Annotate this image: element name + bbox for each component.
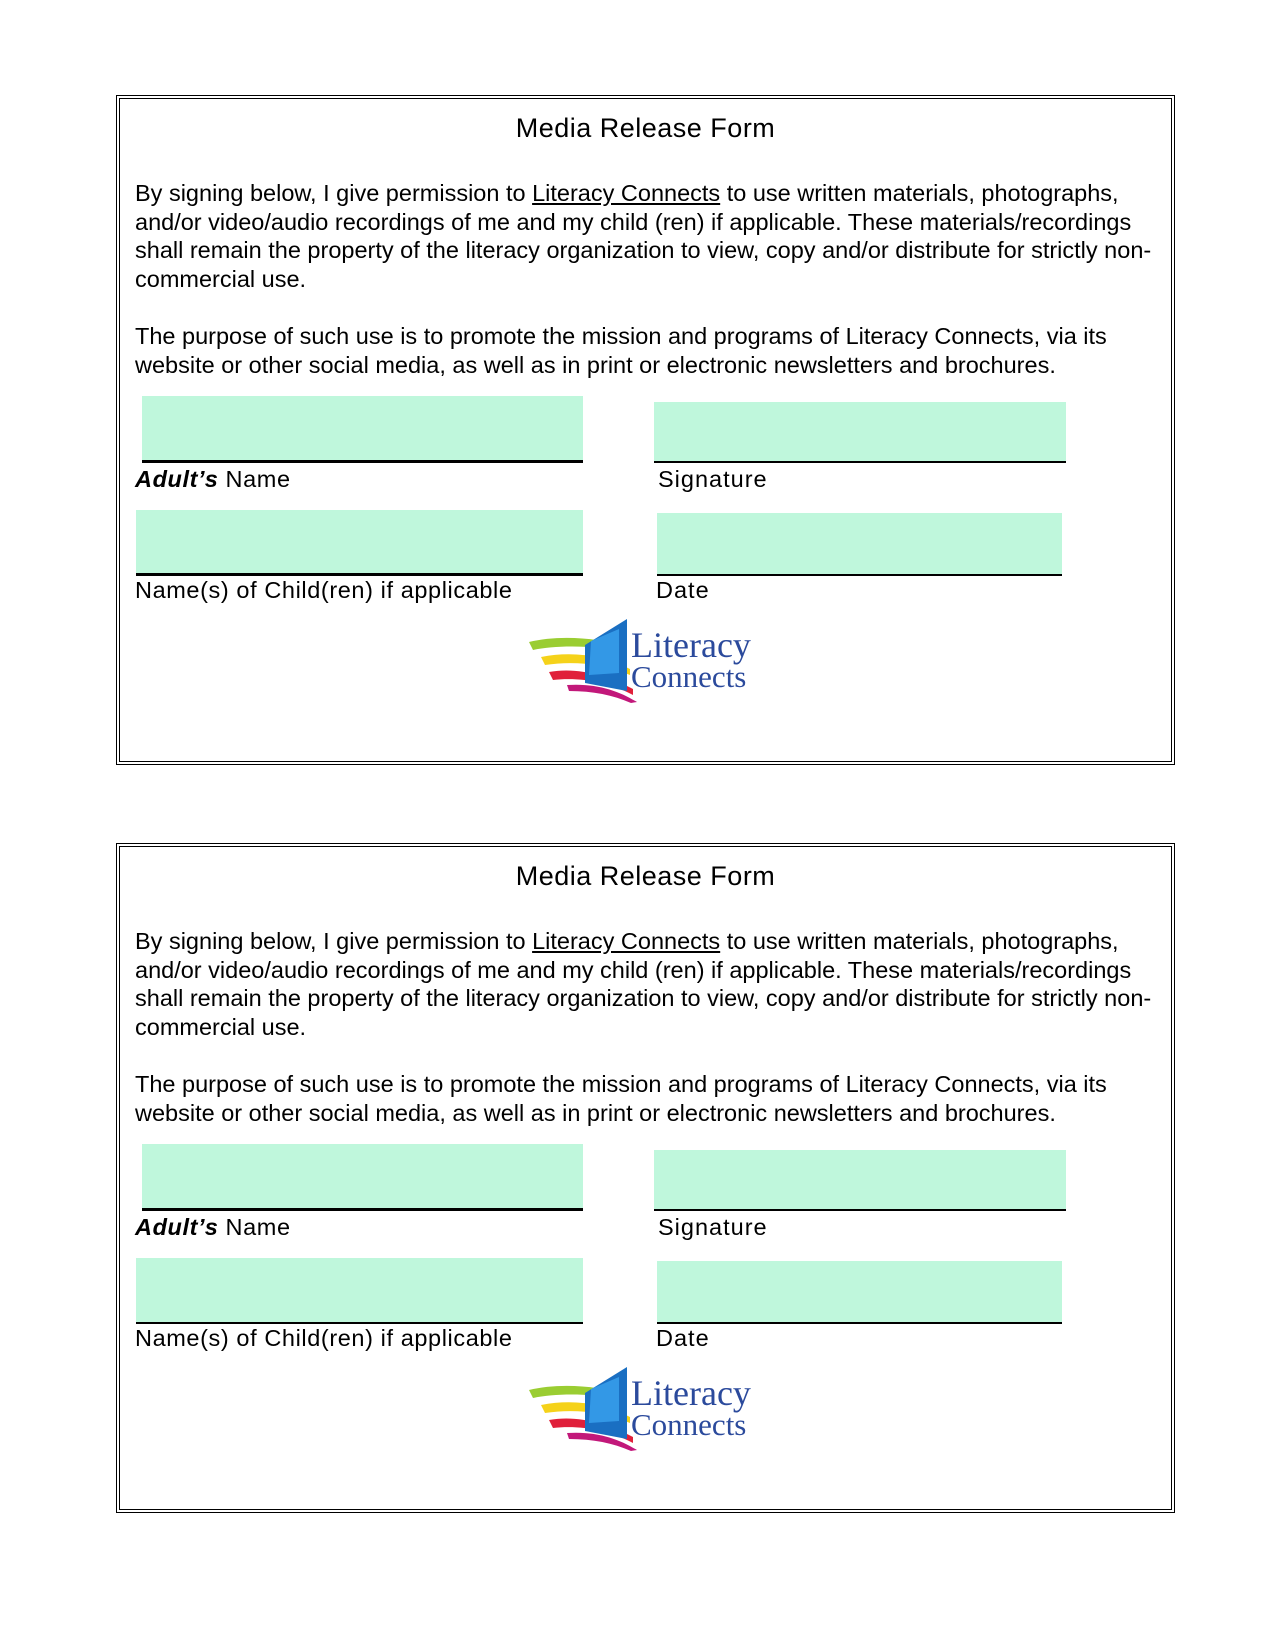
purpose-paragraph: The purpose of such use is to promote the mission and programs of Literacy Connects, via its website or other social media, as well as in print or electronic newsletters and brochures. [135, 1071, 1107, 1126]
adult-label-emphasis: Adult’s [135, 466, 219, 492]
logo-book-highlight [589, 1377, 619, 1423]
child-names-label: Name(s) of Child(ren) if applicable [135, 577, 513, 603]
date-label: Date [656, 1325, 710, 1351]
media-release-form-1 [116, 95, 1175, 765]
signature-field[interactable] [654, 1150, 1066, 1211]
form-title: Media Release Form [515, 861, 776, 891]
logo-text-line1: Literacy [631, 625, 751, 665]
child-names-field[interactable] [136, 510, 583, 576]
literacy-connects-logo [527, 617, 777, 707]
purpose-paragraph: The purpose of such use is to promote the mission and programs of Literacy Connects, via its website or other social media, as well as in print or electronic newsletters and brochures. [135, 323, 1107, 378]
date-field[interactable] [657, 1261, 1062, 1324]
adult-name-field[interactable] [142, 1144, 583, 1211]
adult-label-rest: Name [218, 1214, 291, 1240]
media-release-form-2 [116, 843, 1175, 1513]
adult-name-field[interactable] [142, 396, 583, 463]
permission-text-start: By signing below, I give permission to [135, 180, 533, 206]
adult-name-label [135, 1214, 291, 1241]
literacy-connects-logo [527, 1365, 777, 1455]
child-names-field[interactable] [136, 1258, 583, 1324]
form-title: Media Release Form [515, 113, 776, 143]
adult-label-rest: Name [218, 466, 291, 492]
date-label: Date [656, 577, 710, 603]
logo-text-line2: Connects [631, 1407, 747, 1442]
organization-name: Literacy Connects [532, 180, 721, 206]
adult-label-emphasis: Adult’s [135, 1214, 219, 1240]
signature-field[interactable] [654, 402, 1066, 463]
signature-label: Signature [658, 466, 768, 492]
permission-paragraph [135, 927, 1165, 1041]
logo-book-highlight [589, 629, 619, 675]
permission-text-end: to use written materials, photographs, and/or video/audio recordings of me and my child (ren) if applicable. These materials/recordings shall remain the property of the literacy organization to view, copy and/or distribute for strictly non-commercial use. [135, 928, 1152, 1040]
permission-text-start: By signing below, I give permission to [135, 928, 533, 954]
child-names-label: Name(s) of Child(ren) if applicable [135, 1325, 513, 1351]
organization-name: Literacy Connects [532, 928, 721, 954]
logo-text-line2: Connects [631, 659, 747, 694]
signature-label: Signature [658, 1214, 768, 1240]
date-field[interactable] [657, 513, 1062, 576]
adult-name-label [135, 466, 291, 493]
permission-paragraph [135, 179, 1165, 293]
logo-text-line1: Literacy [631, 1373, 751, 1413]
permission-text-end: to use written materials, photographs, and/or video/audio recordings of me and my child (ren) if applicable. These materials/recordings shall remain the property of the literacy organization to view, copy and/or distribute for strictly non-commercial use. [135, 180, 1152, 292]
